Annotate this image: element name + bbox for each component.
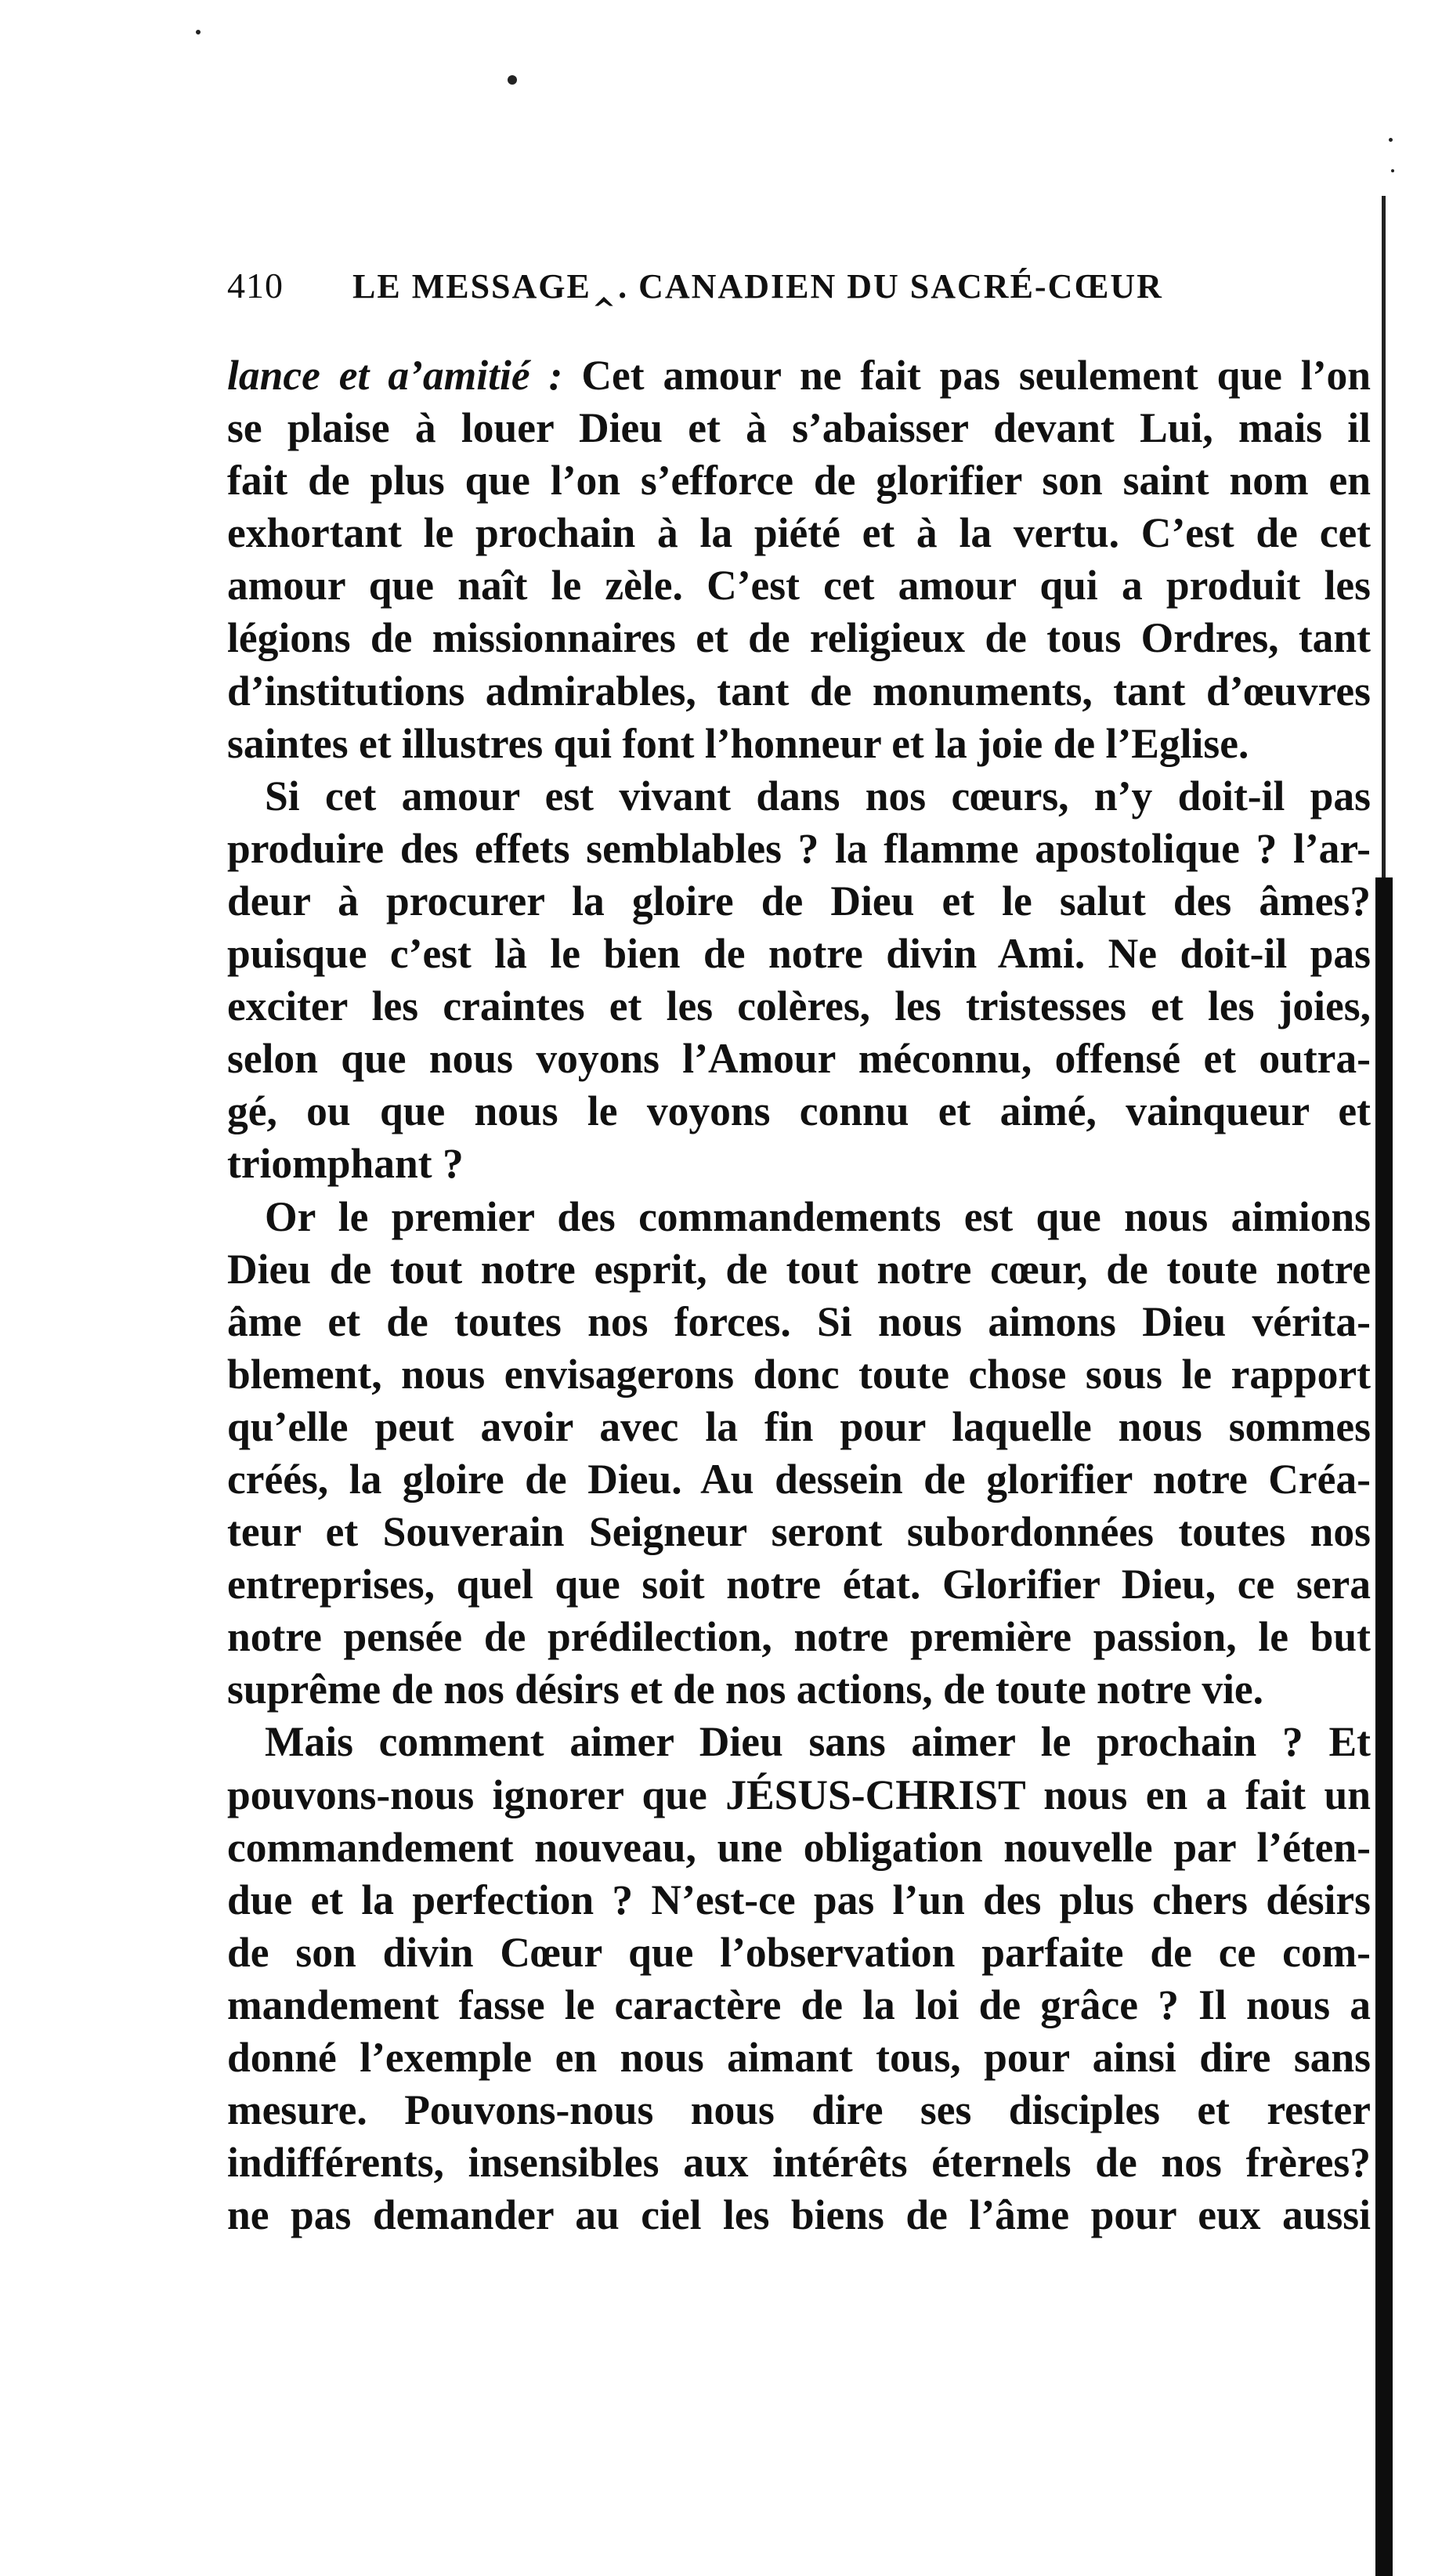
text-line: suprême de nos désirs et de nos actions, de toute notre vie. bbox=[227, 1666, 1264, 1713]
text-line: produire des effets semblables ? la flamme apostolique ? l’ar- bbox=[227, 824, 1371, 872]
text-line: fait de plus que l’on s’efforce de glorifier son saint nom en bbox=[227, 457, 1371, 505]
text-line: créés, la gloire de Dieu. Au dessein de glorifier notre Créa- bbox=[227, 1455, 1371, 1503]
running-header bbox=[227, 265, 1253, 327]
text-line: Or le premier des commandements est que nous aimions bbox=[265, 1192, 1371, 1240]
text-line: donné l’exemple en nous aimant tous, pour ainsi dire sans bbox=[227, 2034, 1371, 2081]
text-line: triomphant ? bbox=[227, 1140, 464, 1188]
text-line: amour que naît le zèle. C’est cet amour qui a produit les bbox=[227, 562, 1371, 610]
text-line: d’institutions admirables, tant de monuments, tant d’œuvres bbox=[227, 667, 1371, 715]
text-line: exhortant le prochain à la piété et à la vertu. C’est de cet bbox=[227, 509, 1371, 557]
text-line: pouvons-nous ignorer que JÉSUS-CHRIST nous en a fait un bbox=[227, 1771, 1371, 1818]
text-line: saintes et illustres qui font l’honneur et la joie de l’Eglise. bbox=[227, 719, 1249, 767]
text-line: deur à procurer la gloire de Dieu et le salut des âmes? bbox=[227, 877, 1371, 924]
text-line: âme et de toutes nos forces. Si nous aimons Dieu vérita- bbox=[227, 1297, 1371, 1345]
text-line: selon que nous voyons l’Amour méconnu, offensé et outra- bbox=[227, 1035, 1371, 1083]
text-line: mandement fasse le caractère de la loi de grâce ? Il nous a bbox=[227, 1981, 1371, 2028]
text-line: se plaise à louer Dieu et à s’abaisser devant Lui, mais il bbox=[227, 404, 1371, 452]
text-line: lance et a’amitié : Cet amour ne fait pas seulement que l’on bbox=[227, 352, 1371, 399]
text-line: légions de missionnaires et de religieux de tous Ordres, tant bbox=[227, 614, 1371, 662]
ink-speck bbox=[196, 30, 201, 34]
scan-edge-shadow bbox=[1382, 196, 1386, 877]
text-line: gé, ou que nous le voyons connu et aimé, vainqueur et bbox=[227, 1087, 1371, 1135]
text-line: mesure. Pouvons-nous nous dire ses disciples et rester bbox=[227, 2086, 1371, 2134]
text-line: commandement nouveau, une obligation nouvelle par l’éten- bbox=[227, 1823, 1371, 1871]
text-line: Dieu de tout notre esprit, de tout notre cœur, de toute notre bbox=[227, 1245, 1371, 1293]
text-line: qu’elle peut avoir avec la fin pour laquelle nous sommes bbox=[227, 1402, 1371, 1450]
text-line: blement, nous envisagerons donc toute chose sous le rapport bbox=[227, 1350, 1371, 1398]
text-line: due et la perfection ? N’est-ce pas l’un des plus chers désirs bbox=[227, 1876, 1371, 1923]
text-line: ne pas demander au ciel les biens de l’âme pour eux aussi bbox=[227, 2191, 1371, 2239]
ink-speck bbox=[508, 75, 517, 85]
text-line: entreprises, quel que soit notre état. Glorifier Dieu, ce sera bbox=[227, 1561, 1371, 1608]
running-title: LE MESSAGE‸. CANADIEN DU SACRÉ-CŒUR bbox=[352, 267, 1163, 306]
text-line: notre pensée de prédilection, notre première passion, le but bbox=[227, 1613, 1371, 1661]
page-number: 410 bbox=[227, 266, 284, 306]
ink-speck bbox=[1391, 169, 1394, 172]
text-line: teur et Souverain Seigneur seront subordonnées toutes nos bbox=[227, 1508, 1371, 1556]
text-line: indifférents, insensibles aux intérêts éternels de nos frères? bbox=[227, 2139, 1371, 2187]
text-line: puisque c’est là le bien de notre divin Ami. Ne doit-il pas bbox=[227, 930, 1371, 978]
text-line: de son divin Cœur que l’observation parfaite de ce com- bbox=[227, 1928, 1371, 1976]
scan-edge-shadow bbox=[1375, 877, 1393, 2576]
ink-speck bbox=[1389, 138, 1393, 142]
italic-fragment: lance et a’amitié : bbox=[227, 352, 563, 399]
body-text bbox=[227, 349, 1371, 2241]
text-line: exciter les craintes et les colères, les tristesses et les joies, bbox=[227, 982, 1371, 1030]
text-line: Si cet amour est vivant dans nos cœurs, n’y doit-il pas bbox=[265, 772, 1371, 819]
text-line: Mais comment aimer Dieu sans aimer le prochain ? Et bbox=[265, 1718, 1371, 1766]
